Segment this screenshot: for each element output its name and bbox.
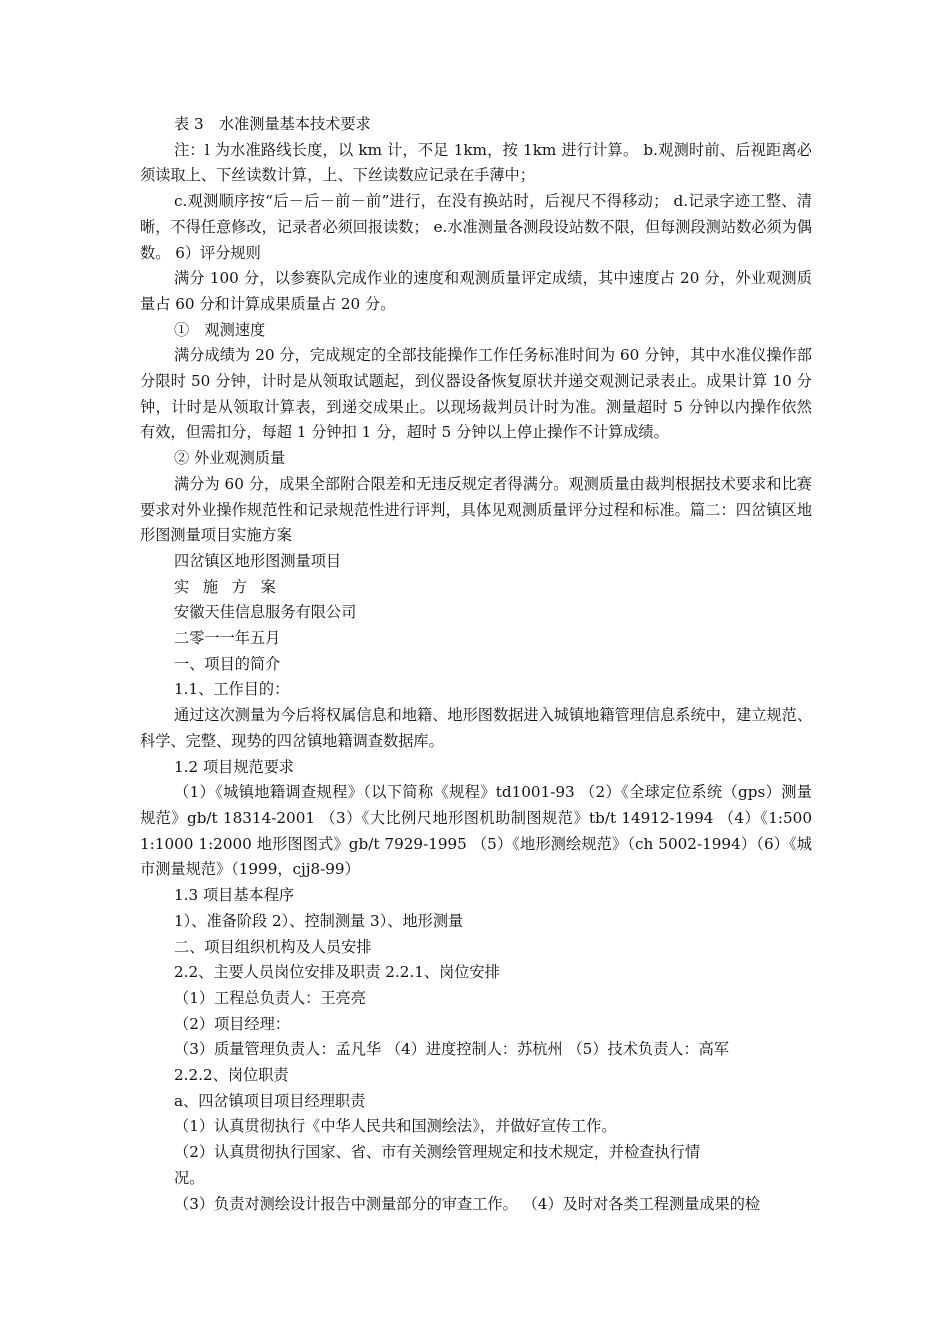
speed-paragraph: 满分成绩为 20 分，完成规定的全部技能操作工作任务标准时间为 60 分钟，其中水准仪操作部分限时 50 分钟，计时是从领取试题起，到仪器设备恢复原状并递交观测记录表止。成果计算 10 分钟，计时是从领取计算表，到递交成果止。以现场裁判员计时为准。测量超时 5 分钟以内操作依然有效，但需扣分，每超 1 分钟扣 1 分，超时 5 分钟以上停止操作不计算成绩。 [140,346,812,442]
duty-line-2: （2）认真贯彻执行国家、省、市有关测绘管理规定和技术规定，并检查执行情 [174,1143,701,1162]
company-name: 安徽天佳信息服务有限公司 [174,603,357,622]
section-1-2-heading: 1.2 项目规范要求 [174,757,295,776]
section-1-3-heading: 1.3 项目基本程序 [174,886,295,905]
project-name: 四岔镇区地形图测量项目 [174,551,342,570]
duty-line-1: （1）认真贯彻执行《中华人民共和国测绘法》，并做好宣传工作。 [174,1117,617,1136]
section-1-heading: 一、项目的简介 [174,654,281,673]
section-1-1-heading: 1.1、工作目的： [174,680,290,699]
role-line-1: （1）工程总负责人：王亮亮 [174,988,366,1007]
table-title: 表 3 水准测量基本技术要求 [174,115,371,133]
section-1-2-paragraph: （1）《城镇地籍调查规程》（以下简称《规程》td1001-93 （2）《全球定位系统（gps）测量规范》gb/t 18314-2001 （3）《大比例尺地形图机助制图规范》tb/t 14912-1994 （4）《1:500 1:1000 1:2000 地形图图式》gb/t 7929-1995 （5）《地形测绘规范》（ch 5002-1994）（6）《城市测量规范》（1999，cjj8-99） [140,783,812,879]
duty-line-3: （3）负责对测绘设计报告中测量部分的审查工作。 （4）及时对各类工程测量成果的检 [174,1194,761,1213]
role-line-2: （2）项目经理： [174,1014,290,1033]
speed-heading: ① 观测速度 [174,320,266,339]
section-1-3-paragraph: 1）、准备阶段 2）、控制测量 3）、地形测量 [174,911,464,930]
quality-heading: ② 外业观测质量 [174,449,286,468]
note-paragraph-2: c.观测顺序按“后－后－前－前”进行，在没有换站时，后视尺不得移动； d.记录字迹工整、清晰，不得任意修改，记录者必须回报读数； e.水准测量各测段设站数不限，但每测段测站数必须为偶数。 6）评分规则 [140,192,812,262]
section-2-heading: 二、项目组织机构及人员安排 [174,937,372,956]
document-page [140,112,812,1217]
section-1-1-paragraph: 通过这次测量为今后将权属信息和地籍、地形图数据进入城镇地籍管理信息系统中，建立规范、科学、完整、现势的四岔镇地籍调查数据库。 [140,706,812,750]
document-date: 二零一一年五月 [174,629,281,648]
duty-line-2-continued: 况。 [174,1168,205,1187]
scoring-paragraph: 满分 100 分，以参赛队完成作业的速度和观测质量评定成绩，其中速度占 20 分，外业观测质量占 60 分和计算成果质量占 20 分。 [140,269,812,313]
quality-paragraph: 满分为 60 分，成果全部附合限差和无违反规定者得满分。观测质量由裁判根据技术要求和比赛要求对外业操作规范性和记录规范性进行评判，具体见观测质量评分过程和标准。篇二：四岔镇区地形图测量项目实施方案 [140,474,812,545]
role-line-3: （3）质量管理负责人：孟凡华 （4）进度控制人：苏杭州 （5）技术负责人：高军 [174,1040,730,1059]
note-paragraph-1: 注：l 为水准路线长度，以 km 计，不足 1km，按 1km 进行计算。 b.观测时前、后视距离必须读取上、下丝读数计算，上、下丝读数应记录在手薄中； [140,140,812,185]
duty-a-heading: a、四岔镇项目项目经理职责 [174,1091,366,1110]
section-2-2-heading: 2.2、主要人员岗位安排及职责 2.2.1、岗位安排 [174,963,500,982]
plan-label: 实施方案 [174,577,290,596]
section-2-2-2-heading: 2.2.2、岗位职责 [174,1066,289,1085]
